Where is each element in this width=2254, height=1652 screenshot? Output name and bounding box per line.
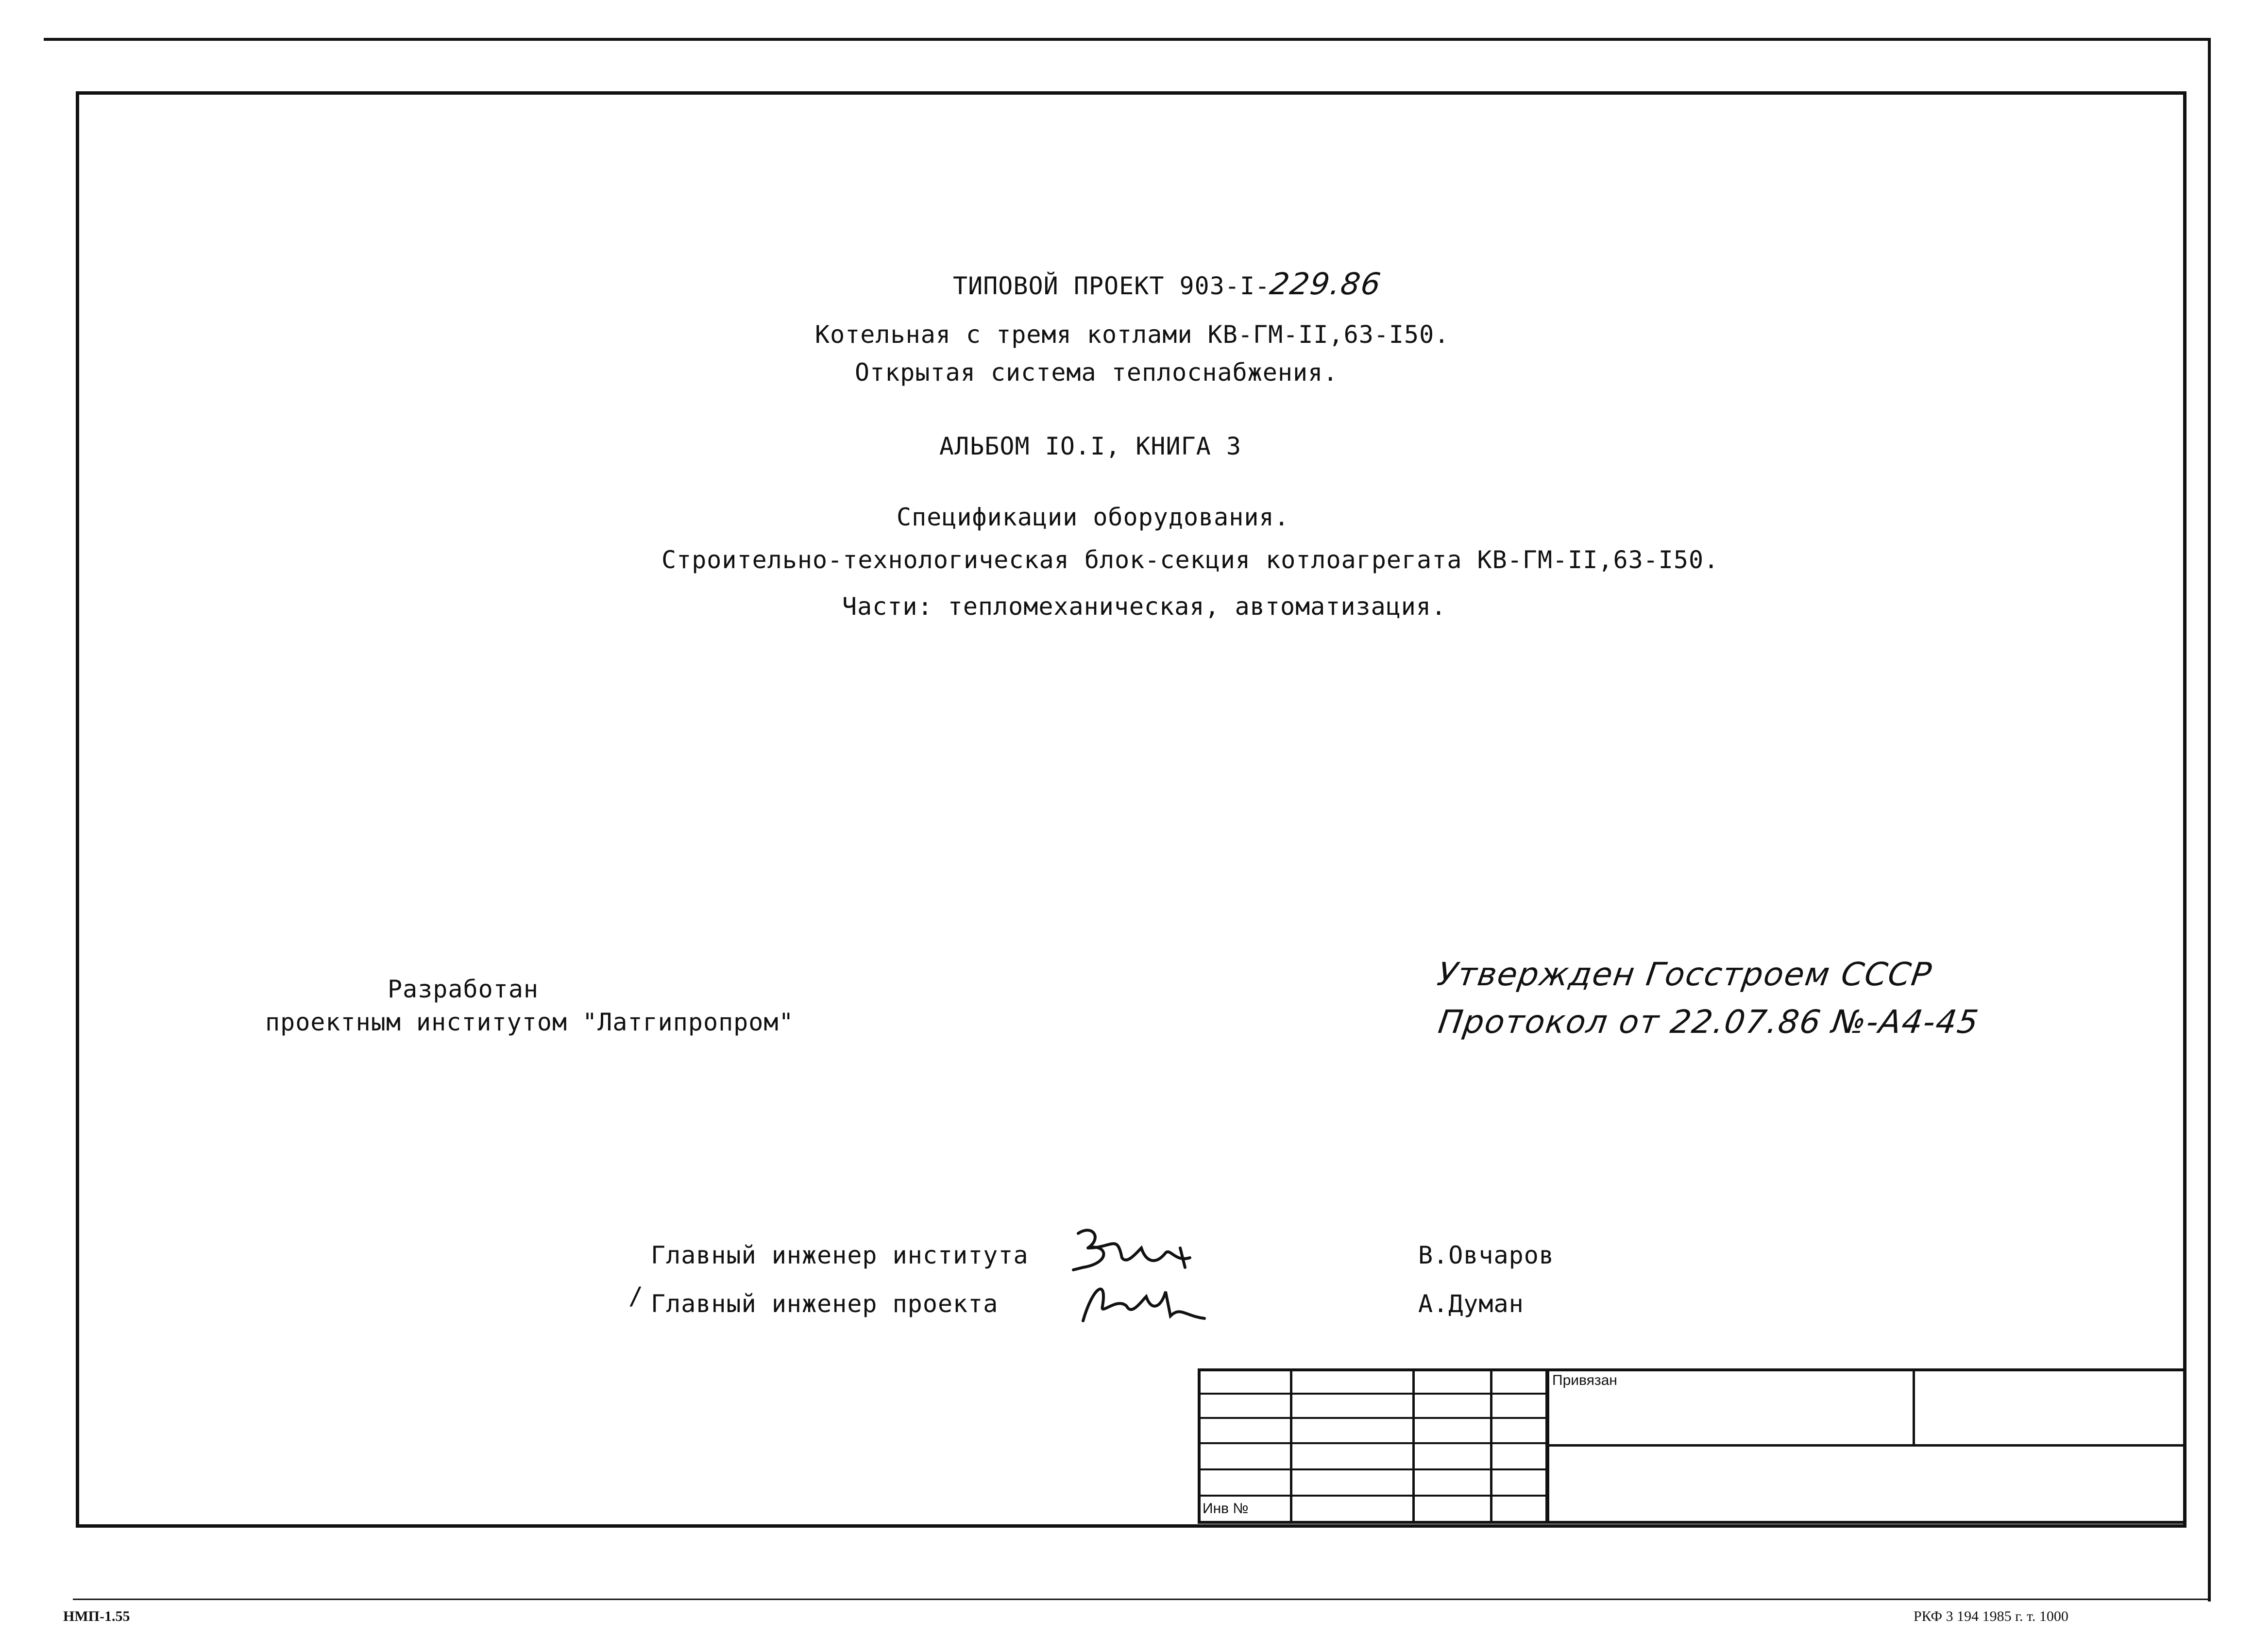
spec-line-3: Части: тепломеханическая, автоматизация. [842, 592, 1447, 621]
bottom-sheet-line [73, 1599, 2210, 1600]
approval-line-1: Утвержден Госстроем СССР [1435, 956, 1935, 993]
footer-right: РКФ 3 194 1985 г. т. 1000 [1914, 1608, 2068, 1624]
chief-engineer-institute-label: Главный инженер института [651, 1241, 1029, 1269]
top-sheet-line [44, 38, 2211, 41]
stamp-row-5 [1198, 1495, 1548, 1497]
right-sheet-line [2208, 38, 2211, 1601]
title-line-1: Котельная с тремя котлами КВ-ГМ-II,63-I50. [815, 320, 1450, 349]
stamp-col-1 [1290, 1368, 1292, 1524]
stamp-col-3 [1490, 1368, 1492, 1524]
chief-engineer-institute-name: В.Овчаров [1418, 1241, 1554, 1269]
inventory-number-label: Инв № [1203, 1500, 1249, 1517]
stamp-grid [1198, 1368, 1548, 1524]
spec-line-2: Строительно-технологическая блок-секция котлоагрегата КВ-ГМ-II,63-I50. [661, 546, 1719, 574]
stamp-col-2 [1412, 1368, 1415, 1524]
stamp-row-4 [1198, 1468, 1548, 1470]
project-number-handwritten: 229.86 [1268, 266, 1384, 302]
stamp-row-1 [1198, 1393, 1548, 1395]
project-title-prefix: ТИПОВОЙ ПРОЕКТ 903-I- [953, 272, 1271, 300]
chief-engineer-project-name: А.Думан [1418, 1290, 1524, 1318]
footer-left: НМП-1.55 [63, 1608, 130, 1624]
stamp-right-col [1913, 1368, 1915, 1446]
signature-project [1073, 1267, 1219, 1335]
developer-line-1: Разработан [388, 975, 539, 1003]
stamp-right-divider [1546, 1444, 2186, 1447]
album-label: АЛЬБОМ IО.I, КНИГА 3 [939, 432, 1242, 460]
title-line-2: Открытая система теплоснабжения. [855, 358, 1339, 387]
project-title [953, 266, 1384, 302]
slash-mark: / [628, 1282, 644, 1310]
privyazan-label: Привязан [1552, 1372, 1617, 1388]
stamp-row-3 [1198, 1442, 1548, 1444]
chief-engineer-project-label: Главный инженер проекта [651, 1290, 999, 1318]
developer-line-2: проектным институтом "Латгипропром" [265, 1008, 794, 1036]
approval-line-2: Протокол от 22.07.86 №-А4-45 [1436, 1003, 1982, 1041]
stamp-row-2 [1198, 1417, 1548, 1419]
spec-line-1: Спецификации оборудования. [897, 503, 1289, 531]
